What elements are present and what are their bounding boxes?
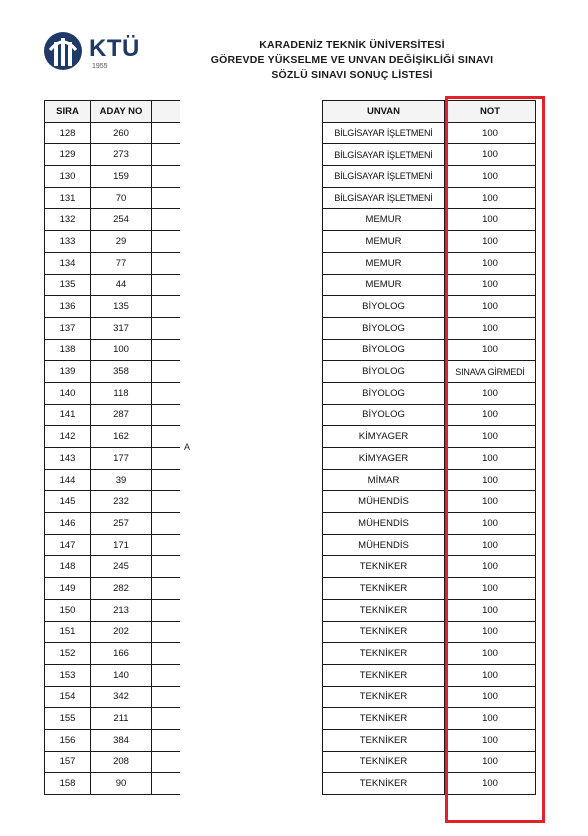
table-row [323, 621, 536, 643]
table-row [45, 382, 181, 404]
aday-no-cell: 100 [91, 339, 152, 361]
sira-cell: 158 [45, 773, 91, 795]
table-row [45, 534, 181, 556]
aday-no-cell: 118 [91, 382, 152, 404]
table-row [45, 491, 181, 513]
not-cell: 100 [445, 491, 536, 513]
not-cell: 100 [445, 578, 536, 600]
table-row [323, 729, 536, 751]
truncated-cell [152, 448, 181, 470]
unvan-cell: BİYOLOG [323, 404, 445, 426]
title-line-3: SÖZLÜ SINAVI SONUÇ LİSTESİ [271, 69, 433, 81]
unvan-cell: TEKNİKER [323, 773, 445, 795]
not-cell: 100 [445, 534, 536, 556]
unvan-cell: BİYOLOG [323, 382, 445, 404]
sira-cell: 135 [45, 274, 91, 296]
unvan-cell: BİYOLOG [323, 361, 445, 383]
column-header-truncated [152, 101, 181, 123]
unvan-cell: TEKNİKER [323, 686, 445, 708]
unvan-cell: TEKNİKER [323, 643, 445, 665]
aday-no-cell: 257 [91, 513, 152, 535]
table-row [45, 426, 181, 448]
aday-no-cell: 90 [91, 773, 152, 795]
truncated-cell [152, 751, 181, 773]
truncated-cell [152, 469, 181, 491]
title-line-1: KARADENİZ TEKNİK ÜNİVERSİTESİ [259, 39, 445, 51]
aday-no-cell: 135 [91, 296, 152, 318]
truncated-cell [152, 578, 181, 600]
truncated-cell [152, 166, 181, 188]
table-row [323, 773, 536, 795]
unvan-cell: TEKNİKER [323, 621, 445, 643]
sira-cell: 137 [45, 317, 91, 339]
page-title [186, 38, 518, 83]
not-cell: 100 [445, 708, 536, 730]
aday-no-cell: 232 [91, 491, 152, 513]
sira-cell: 151 [45, 621, 91, 643]
unvan-cell: MÜHENDİS [323, 534, 445, 556]
unvan-cell: BİYOLOG [323, 317, 445, 339]
aday-no-cell: 254 [91, 209, 152, 231]
table-row [45, 773, 181, 795]
truncated-cell [152, 729, 181, 751]
table-row [323, 643, 536, 665]
sira-cell: 146 [45, 513, 91, 535]
truncated-cell [152, 296, 181, 318]
table-row [45, 686, 181, 708]
table-row [323, 513, 536, 535]
table-row [45, 317, 181, 339]
unvan-cell: TEKNİKER [323, 729, 445, 751]
truncated-cell [152, 664, 181, 686]
unvan-cell: MEMUR [323, 231, 445, 253]
aday-no-cell: 77 [91, 252, 152, 274]
not-cell: 100 [445, 773, 536, 795]
table-row [323, 339, 536, 361]
unvan-cell: MEMUR [323, 209, 445, 231]
table-row [45, 231, 181, 253]
table-row [45, 621, 181, 643]
truncated-cell [152, 339, 181, 361]
not-cell: 100 [445, 404, 536, 426]
aday-no-cell: 177 [91, 448, 152, 470]
aday-no-cell: 245 [91, 556, 152, 578]
column-header-aday-no: ADAY NO [91, 101, 152, 123]
table-row [45, 404, 181, 426]
table-row [45, 578, 181, 600]
truncated-cell [152, 404, 181, 426]
table-row [45, 252, 181, 274]
table-row [45, 166, 181, 188]
column-header-unvan: UNVAN [323, 101, 445, 123]
ktu-logo [42, 30, 160, 76]
truncated-cell [152, 513, 181, 535]
sira-cell: 134 [45, 252, 91, 274]
truncated-cell [152, 556, 181, 578]
table-row [45, 643, 181, 665]
truncated-cell [152, 621, 181, 643]
table-row [323, 231, 536, 253]
aday-no-cell: 260 [91, 122, 152, 144]
title-line-2: GÖREVDE YÜKSELME VE UNVAN DEĞİŞİKLİĞİ SINAVI [210, 54, 494, 66]
not-cell: 100 [445, 209, 536, 231]
aday-no-cell: 287 [91, 404, 152, 426]
truncated-cell [152, 274, 181, 296]
table-row [45, 556, 181, 578]
table-row [45, 469, 181, 491]
not-cell: 100 [445, 751, 536, 773]
not-cell: 100 [445, 296, 536, 318]
not-cell: 100 [445, 231, 536, 253]
sira-cell: 136 [45, 296, 91, 318]
aday-no-cell: 162 [91, 426, 152, 448]
aday-no-cell: 39 [91, 469, 152, 491]
unvan-cell: TEKNİKER [323, 578, 445, 600]
table-row [323, 252, 536, 274]
table-row [323, 187, 536, 209]
sira-cell: 138 [45, 339, 91, 361]
truncated-cell [152, 231, 181, 253]
logo-text: KTÜ [89, 35, 140, 62]
truncated-cell [152, 686, 181, 708]
truncated-cell [152, 317, 181, 339]
sira-cell: 142 [45, 426, 91, 448]
not-cell: 100 [445, 187, 536, 209]
table-row [323, 599, 536, 621]
aday-no-cell: 342 [91, 686, 152, 708]
aday-no-cell: 273 [91, 144, 152, 166]
not-cell: 100 [445, 122, 536, 144]
table-row [45, 122, 181, 144]
sira-cell: 133 [45, 231, 91, 253]
not-cell: 100 [445, 556, 536, 578]
unvan-cell: TEKNİKER [323, 664, 445, 686]
not-cell: 100 [445, 469, 536, 491]
aday-no-cell: 317 [91, 317, 152, 339]
table-row [45, 144, 181, 166]
not-cell: 100 [445, 729, 536, 751]
truncated-cell [152, 426, 181, 448]
table-row [45, 751, 181, 773]
aday-no-cell: 44 [91, 274, 152, 296]
not-cell: 100 [445, 643, 536, 665]
table-row [45, 513, 181, 535]
candidate-table [44, 100, 180, 795]
table-row [323, 556, 536, 578]
aday-no-cell: 358 [91, 361, 152, 383]
aday-no-cell: 213 [91, 599, 152, 621]
not-cell: 100 [445, 166, 536, 188]
aday-no-cell: 384 [91, 729, 152, 751]
table-row [323, 469, 536, 491]
not-cell: 100 [445, 339, 536, 361]
truncated-cell [152, 361, 181, 383]
unvan-cell: MEMUR [323, 252, 445, 274]
not-cell: 100 [445, 426, 536, 448]
sira-cell: 128 [45, 122, 91, 144]
unvan-cell: BİLGİSAYAR İŞLETMENİ [323, 166, 445, 188]
table-row [323, 534, 536, 556]
table-row [45, 708, 181, 730]
unvan-cell: MİMAR [323, 469, 445, 491]
sira-cell: 132 [45, 209, 91, 231]
table-row [45, 664, 181, 686]
sira-cell: 141 [45, 404, 91, 426]
ktu-emblem-icon [42, 30, 84, 72]
unvan-cell: KİMYAGER [323, 426, 445, 448]
not-cell: 100 [445, 317, 536, 339]
not-cell: 100 [445, 382, 536, 404]
unvan-cell: BİYOLOG [323, 296, 445, 318]
sira-cell: 152 [45, 643, 91, 665]
aday-no-cell: 159 [91, 166, 152, 188]
table-row [323, 664, 536, 686]
truncated-cell [152, 122, 181, 144]
truncated-cell [152, 382, 181, 404]
truncated-cell [152, 773, 181, 795]
unvan-cell: BİLGİSAYAR İŞLETMENİ [323, 144, 445, 166]
unvan-cell: TEKNİKER [323, 708, 445, 730]
table-row [323, 209, 536, 231]
not-cell: 100 [445, 448, 536, 470]
table-row [323, 448, 536, 470]
table-row [323, 686, 536, 708]
table-row [323, 708, 536, 730]
not-cell: 100 [445, 252, 536, 274]
table-row [323, 361, 536, 383]
not-cell: SINAVA GİRMEDİ [445, 361, 536, 383]
truncated-cell [152, 491, 181, 513]
sira-cell: 145 [45, 491, 91, 513]
aday-no-cell: 140 [91, 664, 152, 686]
truncated-cell [152, 187, 181, 209]
column-header-not: NOT [445, 101, 536, 123]
unvan-cell: BİLGİSAYAR İŞLETMENİ [323, 187, 445, 209]
truncated-cell [152, 708, 181, 730]
sira-cell: 147 [45, 534, 91, 556]
truncated-cell [152, 252, 181, 274]
unvan-cell: TEKNİKER [323, 556, 445, 578]
sira-cell: 143 [45, 448, 91, 470]
not-cell: 100 [445, 599, 536, 621]
aday-no-cell: 202 [91, 621, 152, 643]
unvan-cell: KİMYAGER [323, 448, 445, 470]
sira-cell: 144 [45, 469, 91, 491]
table-row [323, 751, 536, 773]
aday-no-cell: 208 [91, 751, 152, 773]
unvan-cell: TEKNİKER [323, 599, 445, 621]
table-row [323, 578, 536, 600]
table-row [323, 166, 536, 188]
sira-cell: 157 [45, 751, 91, 773]
not-cell: 100 [445, 664, 536, 686]
table-row [323, 404, 536, 426]
table-row [45, 361, 181, 383]
sira-cell: 139 [45, 361, 91, 383]
table-row [45, 296, 181, 318]
results-table-body [323, 122, 536, 794]
not-cell: 100 [445, 144, 536, 166]
not-cell: 100 [445, 274, 536, 296]
candidate-table-body [45, 122, 181, 794]
table-row [45, 339, 181, 361]
table-row [45, 599, 181, 621]
unvan-cell: MÜHENDİS [323, 513, 445, 535]
sira-cell: 156 [45, 729, 91, 751]
aday-no-cell: 166 [91, 643, 152, 665]
table-row [323, 426, 536, 448]
column-header-sira: SIRA [45, 101, 91, 123]
not-cell: 100 [445, 621, 536, 643]
sira-cell: 153 [45, 664, 91, 686]
table-row [45, 274, 181, 296]
unvan-cell: BİYOLOG [323, 339, 445, 361]
sira-cell: 155 [45, 708, 91, 730]
truncated-text-fragment: A [184, 442, 191, 452]
not-cell: 100 [445, 686, 536, 708]
aday-no-cell: 171 [91, 534, 152, 556]
sira-cell: 140 [45, 382, 91, 404]
sira-cell: 131 [45, 187, 91, 209]
results-table [322, 100, 536, 795]
unvan-cell: BİLGİSAYAR İŞLETMENİ [323, 122, 445, 144]
table-row [323, 296, 536, 318]
truncated-cell [152, 144, 181, 166]
sira-cell: 149 [45, 578, 91, 600]
aday-no-cell: 211 [91, 708, 152, 730]
table-row [323, 382, 536, 404]
aday-no-cell: 282 [91, 578, 152, 600]
unvan-cell: MEMUR [323, 274, 445, 296]
truncated-cell [152, 534, 181, 556]
table-row [45, 209, 181, 231]
logo-year: 1955 [92, 63, 108, 70]
aday-no-cell: 70 [91, 187, 152, 209]
table-row [323, 317, 536, 339]
truncated-cell [152, 209, 181, 231]
unvan-cell: TEKNİKER [323, 751, 445, 773]
sira-cell: 150 [45, 599, 91, 621]
table-row [45, 187, 181, 209]
sira-cell: 148 [45, 556, 91, 578]
table-header-row [45, 101, 181, 123]
aday-no-cell: 29 [91, 231, 152, 253]
table-row [323, 491, 536, 513]
table-row [323, 274, 536, 296]
sira-cell: 154 [45, 686, 91, 708]
not-cell: 100 [445, 513, 536, 535]
sira-cell: 129 [45, 144, 91, 166]
truncated-cell [152, 599, 181, 621]
table-header-row [323, 101, 536, 123]
truncated-cell [152, 643, 181, 665]
table-row [323, 122, 536, 144]
sira-cell: 130 [45, 166, 91, 188]
table-row [45, 448, 181, 470]
table-row [323, 144, 536, 166]
unvan-cell: MÜHENDİS [323, 491, 445, 513]
table-row [45, 729, 181, 751]
